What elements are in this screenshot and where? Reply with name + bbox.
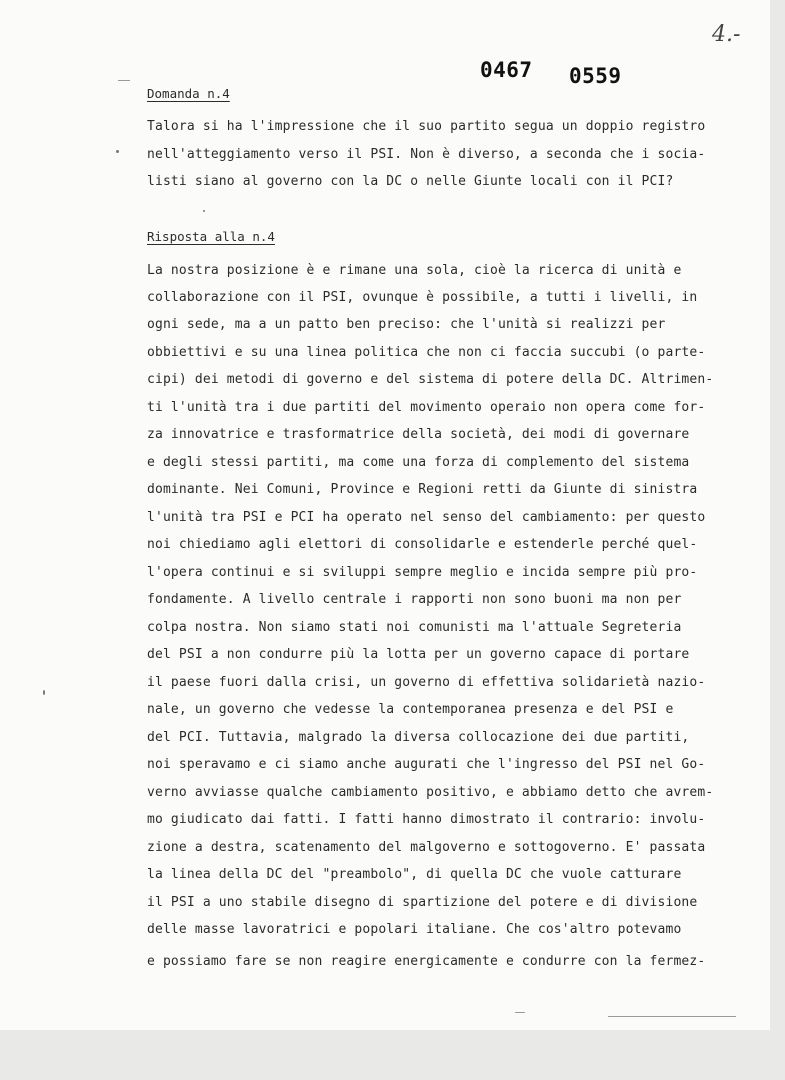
- archive-stamp-number-1: 0467: [480, 58, 533, 82]
- answer-line: dominante. Nei Comuni, Province e Regioni retti da Giunte di sinistra: [147, 482, 698, 497]
- scan-speck: [116, 150, 119, 153]
- question-line: nell'atteggiamento verso il PSI. Non è diverso, a seconda che i socia-: [147, 147, 706, 162]
- answer-line: ti l'unità tra i due partiti del movimento operaio non opera come for-: [147, 400, 706, 415]
- archive-stamp-number-2: 0559: [569, 64, 622, 88]
- page-number: 4.-: [712, 22, 741, 47]
- answer-line: mo giudicato dai fatti. I fatti hanno dimostrato il contrario: involu-: [147, 812, 706, 827]
- answer-line: delle masse lavoratrici e popolari italiane. Che cos'altro potevamo: [147, 922, 682, 937]
- answer-line: La nostra posizione è e rimane una sola, cioè la ricerca di unità e: [147, 263, 682, 278]
- answer-line: fondamente. A livello centrale i rapporti non sono buoni ma non per: [147, 592, 682, 607]
- answer-line: e degli stessi partiti, ma come una forza di complemento del sistema: [147, 455, 690, 470]
- answer-line: la linea della DC del "preambolo", di quella DC che vuole catturare: [147, 867, 682, 882]
- answer-line: del PSI a non condurre più la lotta per un governo capace di portare: [147, 647, 690, 662]
- answer-line: cipi) dei metodi di governo e del sistema di potere della DC. Altrimen-: [147, 372, 714, 387]
- question-heading: Domanda n.4: [147, 86, 230, 101]
- answer-line: colpa nostra. Non siamo stati noi comunisti ma l'attuale Segreteria: [147, 620, 682, 635]
- answer-line: noi chiediamo agli elettori di consolidarle e estenderle perché quel-: [147, 537, 698, 552]
- answer-line: noi speravamo e ci siamo anche augurati che l'ingresso del PSI nel Go-: [147, 757, 706, 772]
- answer-line: del PCI. Tuttavia, malgrado la diversa collocazione dei due partiti,: [147, 730, 690, 745]
- question-line: Talora si ha l'impressione che il suo partito segua un doppio registro: [147, 119, 706, 134]
- answer-line: nale, un governo che vedesse la contemporanea presenza e del PSI e: [147, 702, 674, 717]
- scan-mark: [118, 80, 130, 81]
- answer-line: zione a destra, scatenamento del malgoverno e sottogoverno. E' passata: [147, 840, 706, 855]
- answer-line: za innovatrice e trasformatrice della società, dei modi di governare: [147, 427, 690, 442]
- answer-line: ogni sede, ma a un patto ben preciso: che l'unità si realizzi per: [147, 317, 666, 332]
- answer-line: l'opera continui e si sviluppi sempre meglio e incida sempre più pro-: [147, 565, 698, 580]
- answer-line: il paese fuori dalla crisi, un governo di effettiva solidarietà nazio-: [147, 675, 706, 690]
- bottom-rule: [608, 1016, 736, 1017]
- answer-heading: Risposta alla n.4: [147, 229, 275, 244]
- scan-speck: [43, 690, 45, 695]
- answer-line: obbiettivi e su una linea politica che non ci faccia succubi (o parte-: [147, 345, 706, 360]
- answer-line: il PSI a uno stabile disegno di spartizione del potere e di divisione: [147, 895, 698, 910]
- question-line: listi siano al governo con la DC o nelle Giunte locali con il PCI?: [147, 174, 674, 189]
- scan-mark: [515, 1012, 525, 1013]
- answer-line: l'unità tra PSI e PCI ha operato nel senso del cambiamento: per questo: [147, 510, 706, 525]
- answer-line: verno avviasse qualche cambiamento positivo, e abbiamo detto che avrem-: [147, 785, 714, 800]
- answer-line: collaborazione con il PSI, ovunque è possibile, a tutti i livelli, in: [147, 290, 698, 305]
- answer-line: e possiamo fare se non reagire energicamente e condurre con la fermez-: [147, 954, 706, 969]
- scan-speck: [203, 210, 205, 212]
